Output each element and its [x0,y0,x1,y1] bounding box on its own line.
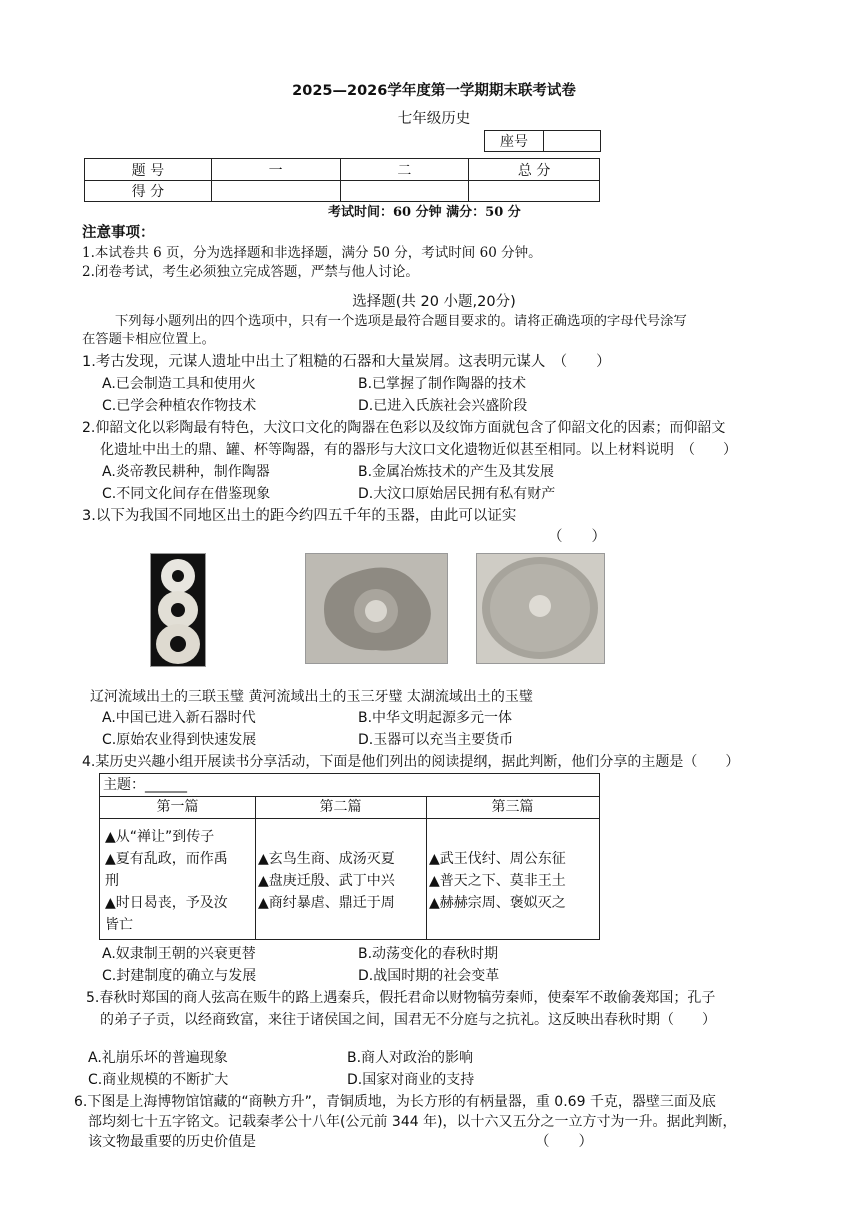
q4-option-a[interactable]: A.奴隶制王朝的兴衰更替 [102,946,256,962]
q5-option-d[interactable]: D.国家对商业的支持 [347,1072,475,1088]
q3-option-d[interactable]: D.玉器可以充当主要货币 [358,732,514,748]
score-cell[interactable] [340,181,469,202]
q1-option-b[interactable]: B.已掌握了制作陶器的技术 [358,376,527,392]
question-4-stem: 4.某历史兴趣小组开展读书分享活动，下面是他们列出的阅读提纲，据此判断，他们分享的主题是（ ） [82,754,740,770]
q5-option-c[interactable]: C.商业规模的不断扩大 [88,1072,229,1088]
q5-option-b[interactable]: B.商人对政治的影响 [347,1050,474,1066]
outline-header: 第一篇 [156,799,199,815]
outline-col2-line: ▲盘庚迁殷、武丁中兴 [258,873,395,889]
q3-option-c[interactable]: C.原始农业得到快速发展 [102,732,257,748]
q1-option-d[interactable]: D.已进入氏族社会兴盛阶段 [358,398,528,414]
outline-col1-line: ▲时日曷丧，予及汝 [105,895,228,911]
q2-option-c[interactable]: C.不同文化间存在借鉴现象 [102,486,271,502]
q2-option-a[interactable]: A.炎帝教民耕种，制作陶器 [102,464,270,480]
q2-option-b[interactable]: B.金属冶炼技术的产生及其发展 [358,464,555,480]
seat-number-box [484,130,601,152]
score-header-cell: 总 分 [469,159,600,181]
q3-image-captions: 辽河流域出土的三联玉璧 黄河流域出土的玉三牙璧 太湖流域出土的玉璧 [90,689,533,705]
question-6-bracket: （ ） [535,1134,593,1150]
outline-col1-line: ▲夏有乱政，而作禹 [105,851,228,867]
question-2-stem: 2.仰韶文化以彩陶最有特色，大汶口文化的陶器在色彩以及纹饰方面就包含了仰韶文化的因素；而仰韶文 [82,420,726,436]
question-6-stem: 部均刻七十五字铭文。记载秦孝公十八年(公元前 344 年)，以十六又五分之一立方寸为一升。据此判断， [88,1114,737,1130]
section-instruction: 下列每小题列出的四个选项中，只有一个选项是最符合题目要求的。请将正确选项的字母代号涂写 [115,314,687,329]
notes-title: 注意事项： [82,225,155,241]
q1-option-a[interactable]: A.已会制造工具和使用火 [102,376,256,392]
q5-option-a[interactable]: A.礼崩乐坏的普遍现象 [88,1050,228,1066]
taihu-jade-bi-image [476,553,605,664]
section-title: 选择题(共 20 小题,20分) [352,294,516,310]
question-3-stem: 3.以下为我国不同地区出土的距今约四五千年的玉器，由此可以证实 [82,508,517,524]
question-3-bracket: （ ） [548,529,606,545]
score-header-cell: 二 [340,159,469,181]
three-tooth-jade-bi-image [305,553,448,664]
outline-header: 第二篇 [319,799,362,815]
outline-header: 第三篇 [491,799,534,815]
subject-title: 七年级历史 [397,111,471,127]
outline-col1-line: ▲从“禅让”到传子 [105,829,215,845]
note-item: 1.本试卷共 6 页，分为选择题和非选择题，满分 50 分，考试时间 60 分钟。 [82,245,542,261]
score-cell[interactable] [469,181,600,202]
question-5-stem: 的弟子子贡，以经商致富，来往于诸侯国之间，国君无不分庭与之抗礼。这反映出春秋时期（ ） [100,1012,716,1028]
outline-theme: 主题：______ [103,777,187,793]
q4-option-b[interactable]: B.动荡变化的春秋时期 [358,946,499,962]
outline-col3-line: ▲武王伐纣、周公东征 [429,851,566,867]
q1-option-c[interactable]: C.已学会种植农作物技术 [102,398,257,414]
q3-option-a[interactable]: A.中国已进入新石器时代 [102,710,256,726]
section-instruction: 在答题卡相应位置上。 [82,332,215,347]
question-6-stem: 6.下图是上海博物馆馆藏的“商鞅方升”，青铜质地，为长方形的有柄量器，重 0.69 千克，器壁三面及底 [74,1094,716,1110]
seat-value-cell[interactable] [544,131,601,152]
question-6-stem: 该文物最重要的历史价值是 [88,1134,256,1150]
exam-title: 2025—2026学年度第一学期期末联考试卷 [292,83,576,99]
q3-option-b[interactable]: B.中华文明起源多元一体 [358,710,513,726]
score-row-label: 得 分 [85,181,212,202]
reading-outline-table [99,773,600,940]
score-cell[interactable] [211,181,340,202]
question-5-stem: 5.春秋时郑国的商人弦高在贩牛的路上遇秦兵，假托君命以财物犒劳秦师，使秦军不敢偷袭郑国；孔子 [86,990,716,1006]
q4-option-d[interactable]: D.战国时期的社会变革 [358,968,500,984]
q4-option-c[interactable]: C.封建制度的确立与发展 [102,968,257,984]
q2-option-d[interactable]: D.大汶口原始居民拥有私有财产 [358,486,556,502]
outline-col3-line: ▲赫赫宗周、褒姒灭之 [429,895,566,911]
score-header-cell: 一 [211,159,340,181]
exam-info: 考试时间：60 分钟 满分：50 分 [328,205,521,220]
score-table [84,158,600,202]
question-1-stem: 1.考古发现，元谋人遗址中出土了粗糙的石器和大量炭屑。这表明元谋人 （ ） [82,354,611,370]
seat-label: 座号 [485,131,544,152]
question-2-stem: 化遗址中出土的鼎、罐、杯等陶器，有的器形与大汶口文化遗物近似甚至相同。以上材料说明 （ ） [100,442,737,458]
triple-jade-bi-image [150,553,206,667]
score-header-cell: 题 号 [85,159,212,181]
outline-col1-line: 皆亡 [105,917,133,933]
outline-col3-line: ▲普天之下、莫非王土 [429,873,566,889]
note-item: 2.闭卷考试，考生必须独立完成答题，严禁与他人讨论。 [82,264,419,280]
outline-col2-line: ▲玄鸟生商、成汤灭夏 [258,851,395,867]
outline-col1-line: 刑 [105,873,119,889]
outline-col2-line: ▲商纣暴虐、鼎迁于周 [258,895,395,911]
